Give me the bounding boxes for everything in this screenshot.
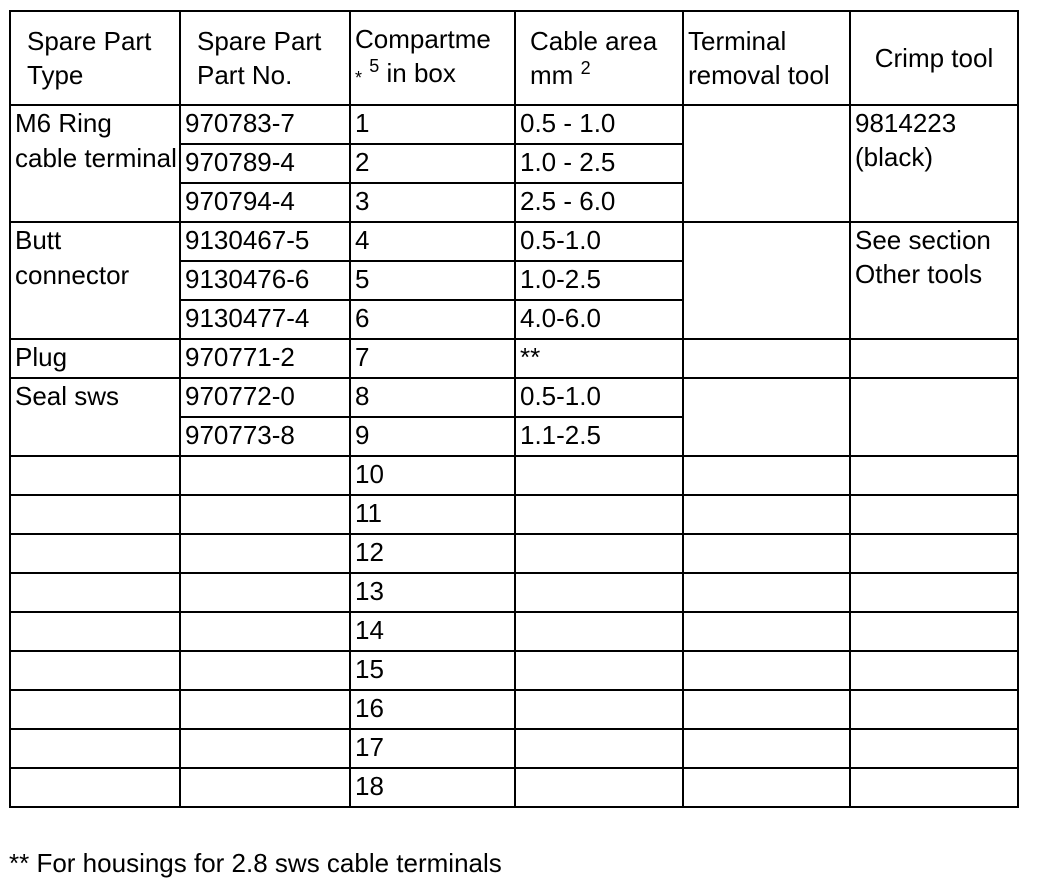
cell-part-type: M6 Ring cable terminal bbox=[10, 105, 180, 222]
footnote: ** For housings for 2.8 sws cable terminals bbox=[9, 848, 502, 878]
cell-cable-area bbox=[515, 729, 683, 768]
cell-part-type bbox=[10, 690, 180, 729]
cell-crimp-tool bbox=[850, 651, 1018, 690]
cell-part-no: 970772-0 bbox=[180, 378, 350, 417]
cell-part-type bbox=[10, 651, 180, 690]
cell-cable-area: 1.0 - 2.5 bbox=[515, 144, 683, 183]
cell-part-no bbox=[180, 456, 350, 495]
cell-compartment: 12 bbox=[350, 534, 515, 573]
cell-cable-area bbox=[515, 651, 683, 690]
header-crimp-tool: Crimp tool bbox=[850, 11, 1018, 105]
cell-cable-area: 0.5 - 1.0 bbox=[515, 105, 683, 144]
cell-part-type bbox=[10, 768, 180, 807]
cell-cable-area bbox=[515, 534, 683, 573]
cell-part-no bbox=[180, 768, 350, 807]
header-terminal-removal-tool: Terminal removal tool bbox=[683, 11, 850, 105]
cell-removal-tool bbox=[683, 339, 850, 378]
header-spare-part-type: Spare Part Type bbox=[10, 11, 180, 105]
cell-part-type bbox=[10, 456, 180, 495]
cell-part-type bbox=[10, 612, 180, 651]
cell-cable-area bbox=[515, 612, 683, 651]
cell-crimp-tool bbox=[850, 573, 1018, 612]
cell-cable-area: 2.5 - 6.0 bbox=[515, 183, 683, 222]
cell-cable-area bbox=[515, 573, 683, 612]
cell-part-no: 9130476-6 bbox=[180, 261, 350, 300]
cell-removal-tool bbox=[683, 378, 850, 456]
cell-compartment: 15 bbox=[350, 651, 515, 690]
cell-removal-tool bbox=[683, 612, 850, 651]
table-row bbox=[10, 105, 1018, 144]
cell-removal-tool bbox=[683, 768, 850, 807]
table-header-row bbox=[10, 11, 1018, 105]
cell-part-no: 970794-4 bbox=[180, 183, 350, 222]
cell-part-no: 970773-8 bbox=[180, 417, 350, 456]
table-row bbox=[10, 612, 1018, 651]
cell-cable-area: 4.0-6.0 bbox=[515, 300, 683, 339]
cell-part-no: 970783-7 bbox=[180, 105, 350, 144]
cell-crimp-tool bbox=[850, 456, 1018, 495]
table-row bbox=[10, 573, 1018, 612]
cell-cable-area bbox=[515, 690, 683, 729]
table-row bbox=[10, 690, 1018, 729]
cell-part-type: Plug bbox=[10, 339, 180, 378]
cell-part-type: Seal sws bbox=[10, 378, 180, 456]
cell-removal-tool bbox=[683, 495, 850, 534]
cell-cable-area bbox=[515, 495, 683, 534]
cell-part-type bbox=[10, 729, 180, 768]
cell-part-no bbox=[180, 495, 350, 534]
cell-crimp-tool bbox=[850, 378, 1018, 456]
cell-part-type bbox=[10, 495, 180, 534]
cell-part-no bbox=[180, 651, 350, 690]
cell-compartment: 9 bbox=[350, 417, 515, 456]
cell-compartment: 14 bbox=[350, 612, 515, 651]
cell-part-no bbox=[180, 729, 350, 768]
header-cable-area: Cable area mm $^2$ bbox=[515, 11, 683, 105]
table-row bbox=[10, 339, 1018, 378]
cell-part-type bbox=[10, 573, 180, 612]
cell-compartment: 7 bbox=[350, 339, 515, 378]
cell-removal-tool bbox=[683, 573, 850, 612]
cell-compartment: 2 bbox=[350, 144, 515, 183]
cell-part-no: 9130467-5 bbox=[180, 222, 350, 261]
cell-compartment: 18 bbox=[350, 768, 515, 807]
cell-crimp-tool bbox=[850, 768, 1018, 807]
cell-cable-area: 1.1-2.5 bbox=[515, 417, 683, 456]
cell-removal-tool bbox=[683, 105, 850, 222]
cell-crimp-tool bbox=[850, 729, 1018, 768]
cell-cable-area bbox=[515, 768, 683, 807]
cell-compartment: 1 bbox=[350, 105, 515, 144]
cell-part-no: 970789-4 bbox=[180, 144, 350, 183]
cell-compartment: 5 bbox=[350, 261, 515, 300]
cell-crimp-tool bbox=[850, 534, 1018, 573]
cell-cable-area bbox=[515, 456, 683, 495]
cell-compartment: 11 bbox=[350, 495, 515, 534]
cell-part-no bbox=[180, 612, 350, 651]
table-row bbox=[10, 456, 1018, 495]
cell-compartment: 4 bbox=[350, 222, 515, 261]
cell-cable-area: ** bbox=[515, 339, 683, 378]
cell-compartment: 8 bbox=[350, 378, 515, 417]
cell-cable-area: 1.0-2.5 bbox=[515, 261, 683, 300]
cell-part-type: Butt connector bbox=[10, 222, 180, 339]
cell-part-no: 9130477-4 bbox=[180, 300, 350, 339]
cell-part-no: 970771-2 bbox=[180, 339, 350, 378]
cell-part-no bbox=[180, 534, 350, 573]
cell-crimp-tool bbox=[850, 339, 1018, 378]
cell-removal-tool bbox=[683, 222, 850, 339]
cell-compartment: 6 bbox=[350, 300, 515, 339]
cell-compartment: 16 bbox=[350, 690, 515, 729]
cell-compartment: 17 bbox=[350, 729, 515, 768]
cell-crimp-tool bbox=[850, 690, 1018, 729]
table-row bbox=[10, 729, 1018, 768]
cell-compartment: 13 bbox=[350, 573, 515, 612]
cell-crimp-tool bbox=[850, 612, 1018, 651]
cell-compartment: 3 bbox=[350, 183, 515, 222]
cell-cable-area: 0.5-1.0 bbox=[515, 378, 683, 417]
cell-crimp-tool: See section Other tools bbox=[850, 222, 1018, 339]
cell-removal-tool bbox=[683, 534, 850, 573]
table-row bbox=[10, 768, 1018, 807]
header-compartment: Compartme * $^5$ in box bbox=[350, 11, 515, 105]
cell-cable-area: 0.5-1.0 bbox=[515, 222, 683, 261]
table-row bbox=[10, 534, 1018, 573]
cell-part-no bbox=[180, 690, 350, 729]
cell-compartment: 10 bbox=[350, 456, 515, 495]
table-row bbox=[10, 495, 1018, 534]
table-row bbox=[10, 222, 1018, 261]
cell-removal-tool bbox=[683, 729, 850, 768]
cell-removal-tool bbox=[683, 690, 850, 729]
header-spare-part-no: Spare Part Part No. bbox=[180, 11, 350, 105]
cell-part-no bbox=[180, 573, 350, 612]
cell-crimp-tool: 9814223 (black) bbox=[850, 105, 1018, 222]
cell-removal-tool bbox=[683, 651, 850, 690]
cell-part-type bbox=[10, 534, 180, 573]
table-row bbox=[10, 651, 1018, 690]
spare-parts-table bbox=[9, 10, 1019, 808]
cell-removal-tool bbox=[683, 456, 850, 495]
cell-crimp-tool bbox=[850, 495, 1018, 534]
table-row bbox=[10, 378, 1018, 417]
